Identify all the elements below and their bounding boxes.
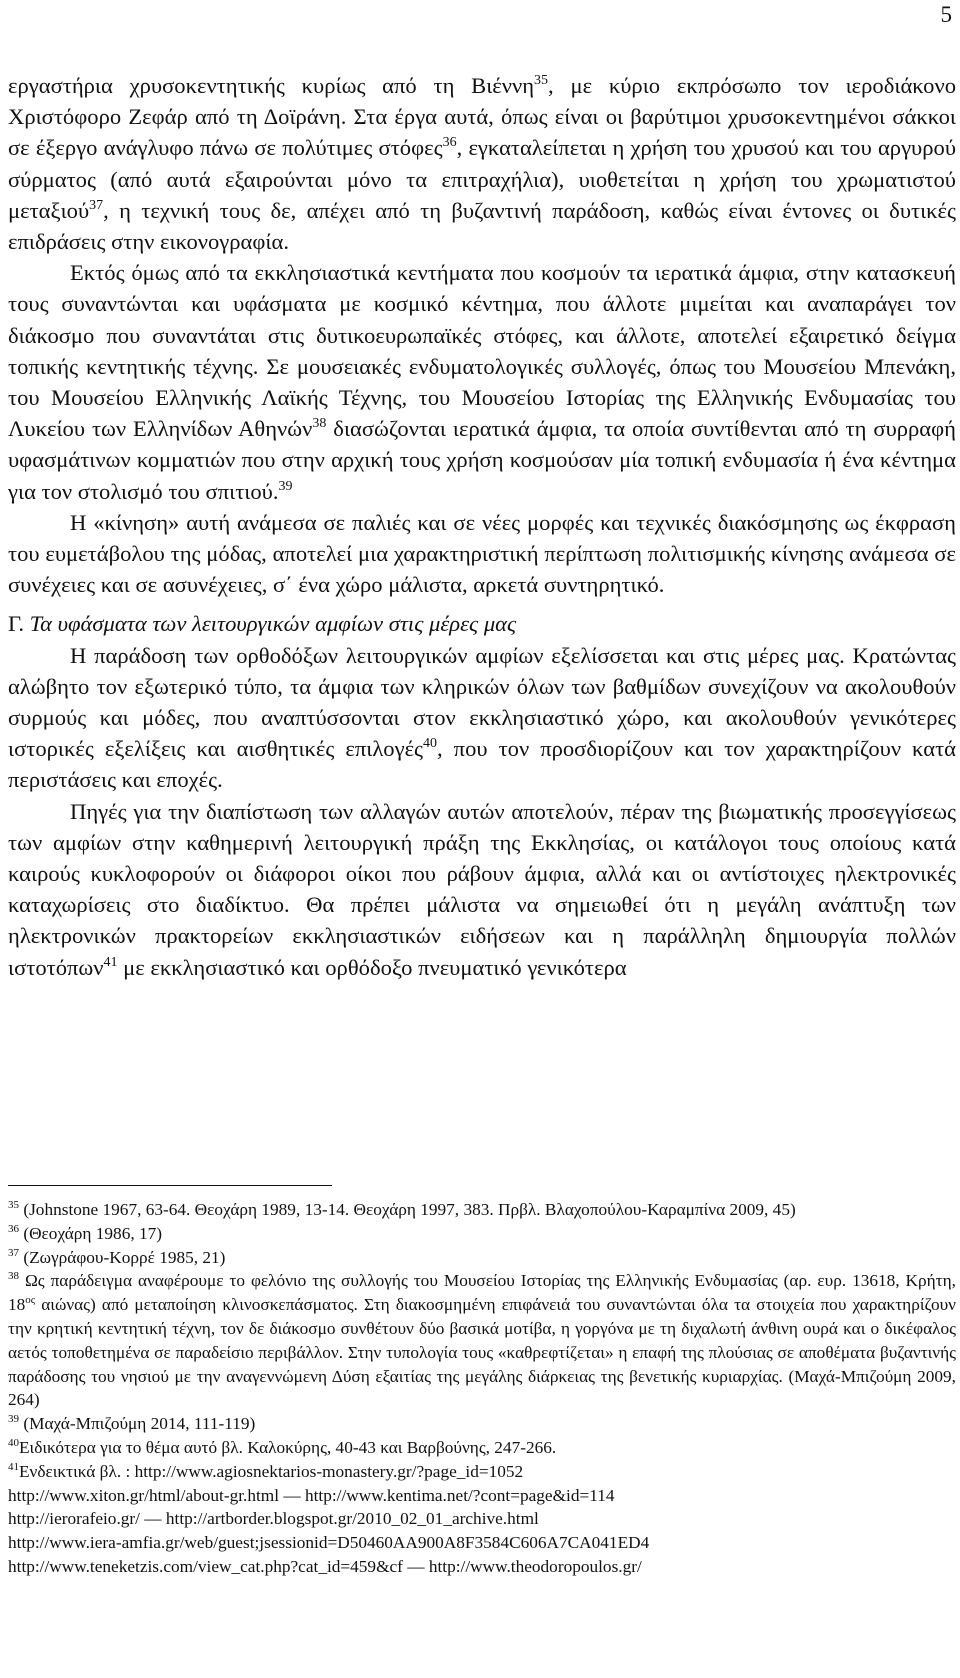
paragraph-text: Η παράδοση των ορθοδόξων λειτουργικών αμφίων εξελίσσεται και στις μέρες μας. Κρατώντας αλώβητο τον εξωτερικό τύπο, τα άμφια των κληρικών όλων των βαθμίδων συνεχίζουν να ακολουθούν συρμούς και μόδες, που αναπτύσσονται στον εκκλησιαστικό χώρο, και ακολουθούν γενικότερες ιστορικές εξελίξεις και αισθητικές επιλογές [8,642,956,762]
paragraph-2 [8,257,956,507]
footnote-ref-40[interactable]: 40 [423,736,438,752]
footnotes [8,1198,956,1579]
footnote-url-line[interactable]: http://www.xiton.gr/html/about-gr.html — http://www.kentima.net/?cont=page&id=114 [8,1485,615,1505]
paragraph-text: διασώζονται ιερατικά άμφια, τα οποία συντίθενται από τη συρραφή υφασμάτινων κομματιών που στην αρχική τους χρήση κοσμούσαν μία τοπική ενδυμασία ή ένα κέντημα για τον στολισμό του σπιτιού. [8,416,957,504]
footnote-38 [8,1269,956,1412]
body-text [8,70,956,983]
paragraph-1 [8,70,956,257]
paragraph-text: , που τον προσδιορίζουν και τον χαρακτηρίζουν κατά περιστάσεις και εποχές. [8,736,956,793]
footnote-ref-36[interactable]: 36 [442,135,457,151]
footnote-35 [8,1198,956,1222]
footnote-text[interactable]: Ενδεικτικά βλ. : http://www.agiosnektarios-monastery.gr/?page_id=1052 [19,1461,524,1481]
footnote-url-line[interactable]: http://ierorafeio.gr/ — http://artborder.blogspot.gr/2010_02_01_archive.html [8,1509,539,1529]
footnote-number: 40 [8,1436,19,1449]
section-letter: Γ. [8,611,24,637]
section-heading [8,608,956,639]
paragraph-text: , με κύριο εκπρόσωπο τον ιεροδιάκονο Χριστόφορο Ζεφάρ από τη Δοϊράνη. Στα έργα αυτά, όπως είναι οι βαρύτιμοι χρυσοκεντημένοι σάκκοι σε έξεργο ανάγλυφο πάνω σε πολύτιμες στόφες [8,73,956,161]
footnote-41 [8,1460,956,1484]
footnote-text: (Johnstone 1967, 63-64. Θεοχάρη 1989, 13-14. Θεοχάρη 1997, 383. Πρβλ. Βλαχοπούλου-Καραμπίνα 2009, 45) [19,1200,796,1219]
footnote-url-line[interactable]: http://www.teneketzis.com/view_cat.php?cat_id=459&cf — http://www.theodoropoulos.gr/ [8,1556,642,1576]
footnote-text: (Μαχά-Μπιζούμη 2014, 111-119) [19,1414,256,1434]
footnote-url-line[interactable]: http://www.iera-amfia.gr/web/guest;jsessionid=D50460AA900A8F3584C606A7CA041ED4 [8,1533,650,1553]
paragraph-text: Πηγές για την διαπίστωση των αλλαγών αυτών αποτελούν, πέραν της βιωματικής προσεγγίσεως των αμφίων στην καθημερινή λειτουργική πράξη της Εκκλησίας, οι κατάλογοι τους οποίους κατά καιρούς κυκλοφορούν οι διάφοροι οίκοι που ράβουν άμφια, αλλά και οι αντίστοιχες ηλεκτρονικές καταχωρίσεις στο διαδίκτυο. Θα πρέπει μάλιστα να σημειωθεί ότι η μεγάλη ανάπτυξη των ηλεκτρονικών πρακτορείων εκκλησιαστικών ειδήσεων και η παράλληλη δημιουργία πολλών ιστοτόπων [8,798,956,980]
footnote-39 [8,1412,956,1436]
footnote-number: 36 [8,1222,19,1235]
ordinal-suffix: ος [25,1294,36,1307]
footnote-text: Ως παράδειγμα αναφέρουμε το φελόνιο της συλλογής του Μουσείου Ιστορίας της Ελληνικής Ενδυμασίας (αρ. ευρ. 13618, Κρήτη, 18 [8,1271,956,1315]
footnote-separator [8,1185,332,1186]
footnote-ref-39[interactable]: 39 [278,478,293,494]
footnote-number: 41 [8,1460,19,1473]
footnote-36 [8,1222,956,1246]
page-number: 5 [940,2,952,27]
footnote-text: Ειδικότερα για το θέμα αυτό βλ. Καλοκύρης, 40-43 και Βαρβούνης, 247-266. [19,1437,557,1457]
footnote-ref-35[interactable]: 35 [534,73,549,88]
footnote-number: 37 [8,1246,19,1259]
footnote-ref-37[interactable]: 37 [89,197,104,213]
paragraph-text: με εκκλησιαστικό και ορθόδοξο πνευματικό γενικότερα [117,954,627,980]
paragraph-4 [8,640,956,796]
paragraph-text: , η τεχνική τους δε, απέχει από τη βυζαντινή παράδοση, καθώς είναι έντονες οι δυτικές επιδράσεις στην εικονογραφία. [8,197,956,255]
footnote-text: (Θεοχάρη 1986, 17) [19,1223,163,1243]
footnote-text: (Ζωγράφου-Κορρέ 1985, 21) [19,1247,226,1267]
section-title: Τα υφάσματα των λειτουργικών αμφίων στις μέρες μας [29,611,517,637]
footnote-number: 35 [8,1199,19,1211]
paragraph-5 [8,796,956,983]
footnote-text: αιώνας) από μεταποίηση κλινοσκεπάσματος. Στη διακοσμημένη επιφάνειά του συναντώνται όλα τα στοιχεία που χαρακτηρίζουν την κρητική κεντητική τέχνη, τον δε διάκοσμο συνθέτουν δύο βασικά μοτίβα, η γοργόνα με τη διχαλωτή άνθινη ουρά και ο δικέφαλος αετός τοποθετημένα σε παραδείσιο περιβάλλον. Στην τυπολογία τους «καθρεφτίζεται» η επαφή της πλούσιας σε αποθέματα βυζαντινής παράδοσης του νησιού με την αναγεννώμενη Δύση εξαιτίας της μεγάλης διάρκειας της βενετικής κυριαρχίας. (Μαχά-Μπιζούμη 2009, 264) [8,1295,956,1410]
paragraph-text: , εγκαταλείπεται η χρήση του χρυσού και του αργυρού σύρματος (από αυτά εξαιρούνται μόνο τα επιτραχήλια), υιοθετείται η χρήση του χρωματιστού μεταξιού [8,135,957,223]
footnote-ref-38[interactable]: 38 [312,416,327,432]
paragraph-text: Εκτός όμως από τα εκκλησιαστικά κεντήματα που κοσμούν τα ιερατικά άμφια, στην κατασκευή τους συναντώνται και υφάσματα με κοσμικό κέντημα, που άλλοτε μιμείται και αναπαράγει τον διάκοσμο που συναντάται στις δυτικοευρωπαϊκές στόφες, και άλλοτε, αποτελεί εξαιρετικό δείγμα τοπικής κεντητικής τέχνης. Σε μουσειακές ενδυματολογικές συλλογές, όπως του Μουσείου Μπενάκη, του Μουσείου Ελληνικής Λαϊκής Τέχνης, του Μουσείου Ιστορίας της Ελληνικής Ενδυμασίας του Λυκείου των Ελληνίδων Αθηνών [8,260,956,442]
footnote-37 [8,1246,956,1270]
paragraph-3: Η «κίνηση» αυτή ανάμεσα σε παλιές και σε νέες μορφές και τεχνικές διακόσμησης ως έκφραση του ευμετάβολου της μόδας, αποτελεί μια χαρακτηριστική περίπτωση πολιτισμικής κίνησης ανάμεσα σε συνέχειες και σε ασυνέχειες, σ΄ ένα χώρο μάλιστα, αρκετά συντηρητικό. [8,509,956,598]
footnote-40 [8,1436,956,1460]
footnote-number: 39 [8,1413,19,1426]
footnote-number: 38 [8,1270,19,1283]
footnote-ref-41[interactable]: 41 [103,954,118,970]
paragraph-text: εργαστήρια χρυσοκεντητικής κυρίως από τη Βιέννη [8,73,535,98]
